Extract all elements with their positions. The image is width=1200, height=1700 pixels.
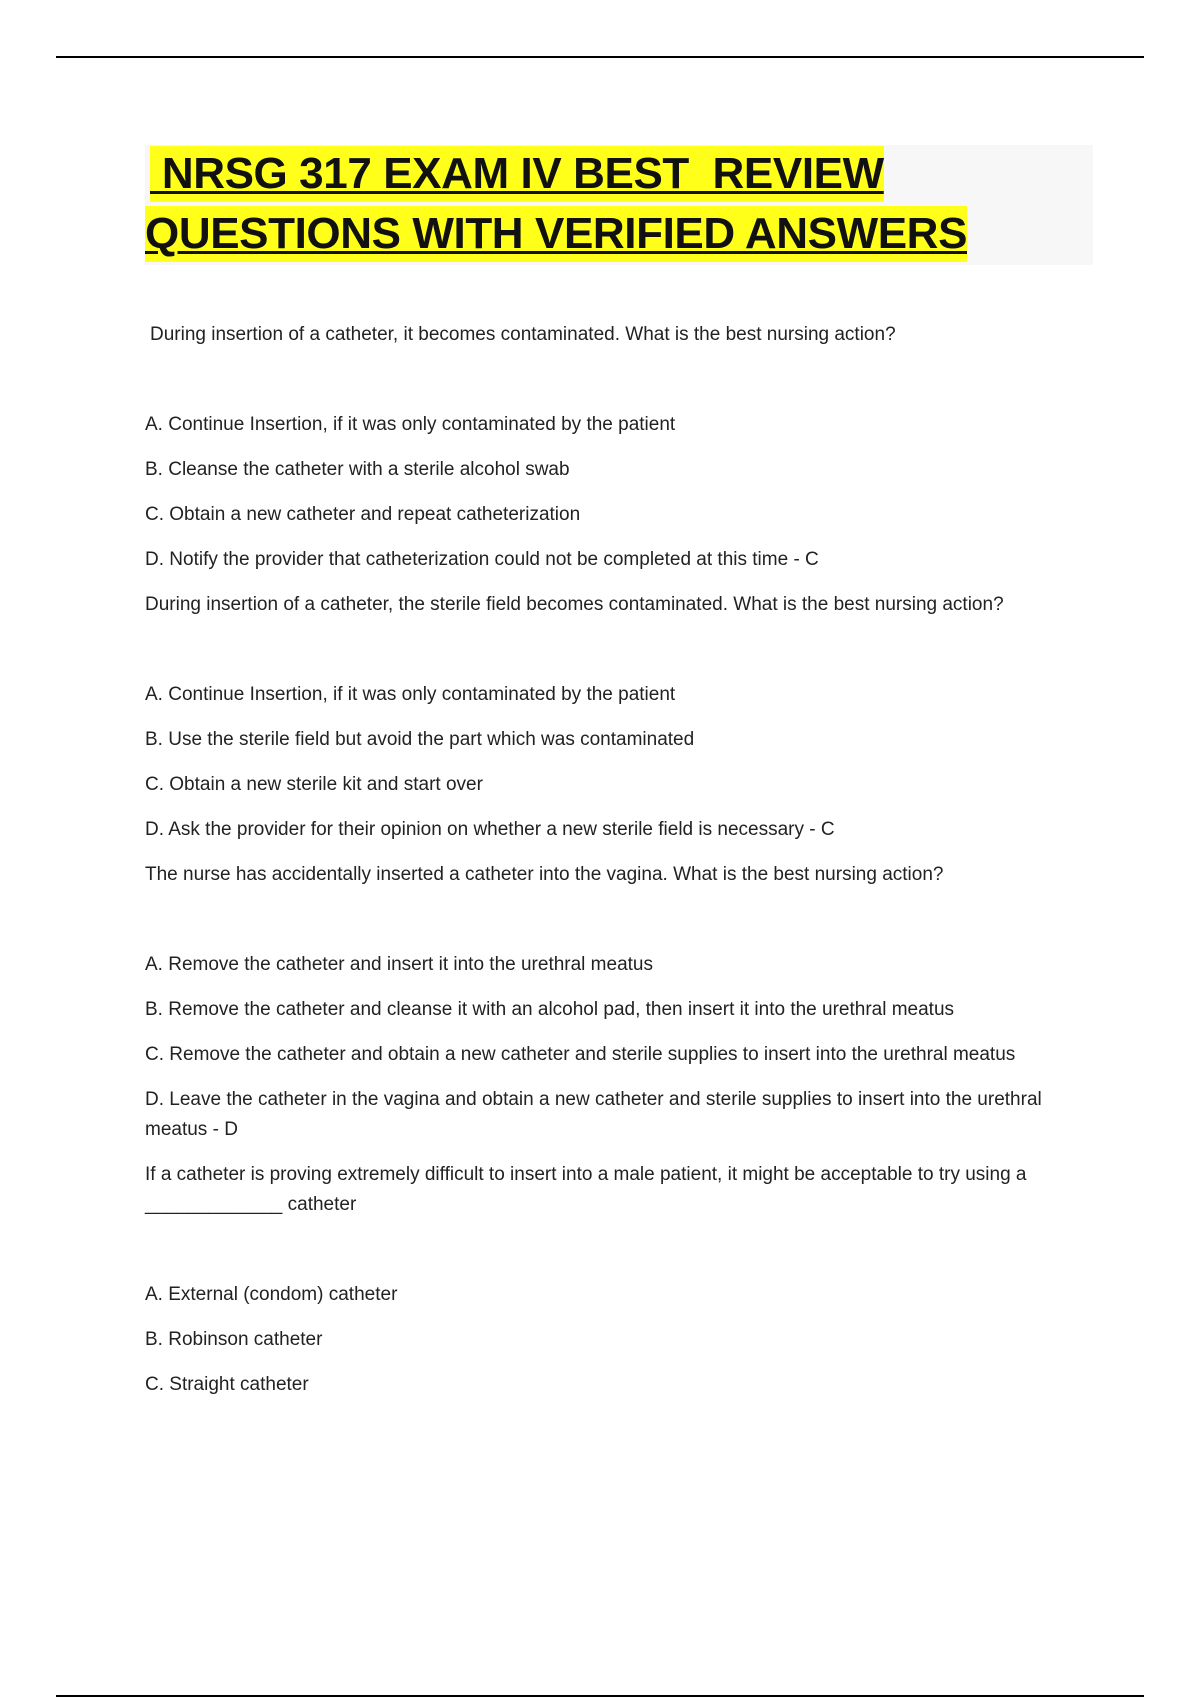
answer-option: C. Obtain a new catheter and repeat catheterization — [145, 504, 581, 525]
question-block — [145, 1160, 1095, 1400]
answer-option: A. Continue Insertion, if it was only contaminated by the patient — [145, 414, 676, 435]
top-rule — [56, 56, 1144, 58]
answer-option: A. Continue Insertion, if it was only contaminated by the patient — [145, 684, 676, 705]
question-text: If a catheter is proving extremely difficult to insert into a male patient, it might be acceptable to try using a _____________ catheter — [145, 1164, 1027, 1215]
answer-option: D. Leave the catheter in the vagina and obtain a new catheter and sterile supplies to insert into the urethral meatus - D — [145, 1089, 1042, 1140]
question-text: During insertion of a catheter, the sterile field becomes contaminated. What is the best nursing action? — [145, 594, 1004, 615]
document-title-line-1: NRSG 317 EXAM IV BEST REVIEW — [150, 146, 884, 202]
question-text: During insertion of a catheter, it becomes contaminated. What is the best nursing action? — [150, 324, 896, 345]
question-list — [145, 320, 1095, 1400]
question-block — [145, 860, 1095, 1160]
document-title-line-2: QUESTIONS WITH VERIFIED ANSWERS — [145, 206, 967, 262]
answer-option: A. Remove the catheter and insert it into the urethral meatus — [145, 954, 653, 975]
question-block — [145, 590, 1095, 860]
answer-option: A. External (condom) catheter — [145, 1284, 398, 1305]
question-text: The nurse has accidentally inserted a catheter into the vagina. What is the best nursing action? — [145, 864, 944, 885]
bottom-rule — [56, 1695, 1144, 1697]
answer-option: C. Obtain a new sterile kit and start over — [145, 774, 483, 795]
answer-option: B. Robinson catheter — [145, 1329, 323, 1350]
answer-option: C. Remove the catheter and obtain a new catheter and sterile supplies to insert into the urethral meatus — [145, 1044, 1016, 1065]
answer-option: D. Ask the provider for their opinion on whether a new sterile field is necessary - C — [145, 819, 835, 840]
answer-option: B. Use the sterile field but avoid the part which was contaminated — [145, 729, 695, 750]
answer-option: B. Cleanse the catheter with a sterile alcohol swab — [145, 459, 570, 480]
answer-option: B. Remove the catheter and cleanse it with an alcohol pad, then insert it into the urethral meatus — [145, 999, 955, 1020]
answer-option: C. Straight catheter — [145, 1374, 309, 1395]
question-block — [145, 320, 1095, 590]
answer-option: D. Notify the provider that catheterization could not be completed at this time - C — [145, 549, 819, 570]
